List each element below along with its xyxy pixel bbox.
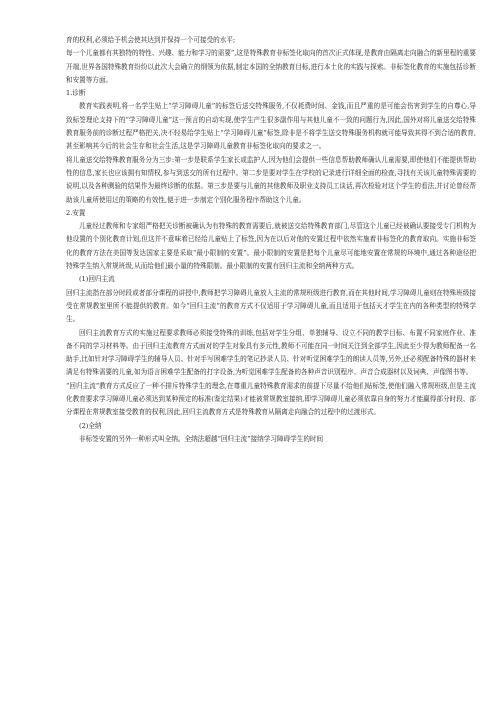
paragraph-referral-steps: 将儿童送交给特殊教育服务分为三步:第一步是联系学生家长或监护人,因为他们会提供一些信息帮助教师确认儿童需要,即使他们不能提供帮助性的信息,家长也应该拥有知情权,参与到送交的所有过程中。第二步是要对学生在学校的记录进行详细全面的检查,寻找有关该儿童特殊需要的说明,以及各种测验的结果作为最终诊断的依据。第三步是要与儿童的其他教师及职业支持员工谈话,再次检验对这个学生的看法,并讨论曾经帮助该儿童所使用过的策略的有效性,便于进一步制定个别化服务程序帮助这个儿童。	[66, 155, 476, 204]
heading-inclusion: (2)全纳	[79, 421, 102, 430]
heading-placement: 2.安置	[66, 208, 86, 217]
paragraph-mainstreaming-implementation: 回归主流教育方式的实施过程要求教师必须接受特殊的训练,包括对学生分组、单独辅导、设立不同的教学目标、布置不同家庭作业、准备不同的学习材料等。由于回归主流教育方式面对的学生对象具有多元性,教师不可能在同一时间关注到全部学生,因此至少得为教师配备一名助手,比如针对学习障碍学生的辅导人员、针对手写困难学生的笔记抄录人员、针对听觉困难学生的朗读人员等,另外,还必须配备特殊的器材来满足有特殊需要的儿童,如为语言困难学生配备的打字设备,为听觉困难学生配备的各种声音识别程序、声音合成器材以及词典、声像图书等。	[66, 328, 476, 377]
heading-diagnosis: 1.诊断	[66, 89, 86, 98]
paragraph-salamanca: 每一个儿童都有其独特的特性、兴趣、能力和学习的需要”,这是特殊教育非标签化取向的首次正式体现,是教育由隔离走向融合的新里程的重要开端,世界各国特殊教育纷纷以此次大会确立的纲领为依据,制定本国的全纳教育目标,进行本土化的实践与探索。非标签化教育的实施包括诊断和安置等方面。	[66, 49, 476, 84]
paragraph-diagnosis-practice: 教育实践表明,将一名学生贴上“学习障碍儿童”的标签后送交特殊服务,不仅耗费时间、金钱,而且严重的是可能会伤害到学生的自尊心,导致标签理论支持下的“学习障碍儿童”这一预言的自动实现,使学生产生很多副作用与其他儿童不一致的问题行为,因此,国外对将儿童送交给特殊教育服务前的诊断过程严格把关,决不轻易给学生贴上“学习障碍儿童”标签,除非是不将学生送交特殊服务机构就可能导致其得不到合适的教育,甚至影响其今后的社会生存和社会生活,这是学习障碍儿童教育非标签化取向的要求之一。	[66, 102, 476, 151]
paragraph-mainstreaming-definition: 回归主流指在部分时段或者部分课程的讲授中,教师把学习障碍儿童放入主流的常规班级进行教育,而在其他时间,学习障碍儿童则在特殊班级接受在常规教室里所不能提供的教育。如今“回归主流”的教育方式不仅适用于学习障碍儿童,而且适用于包括天才学生在内的各种类型的特殊学生。	[66, 288, 476, 324]
paragraph-mainstreaming-concept: “回归主流”教育方式反应了一种不排斥特殊学生的理念,在尊重儿童特殊教育需求的前提下尽量不给他们贴标签,使他们融入常规班级,但是主流化教育要求学习障碍儿童必须达到某种预定的标准(鉴定结果)才能被常规教室接纳,即学习障碍儿童必须依靠自身的努力才能赢得部分时段、部分课程在常规教室接受教育的权利,因此,回归主流教育方式是特殊教育从隔离走向融合的过程中的过渡形式。	[66, 381, 476, 417]
paragraph-continuation: 育的权利,必须给予机会使其达到并保持一个可接受的水平;	[66, 36, 236, 44]
paragraph-placement: 儿童经过教师和专家组严格把关诊断被确认为有特殊的教育需要后,就被送交给特殊教育部门,尽管这个儿童已经被确认要接受专门机构为他设置的个别化教育计划,但这并不意味着已经给儿童贴上了标签,因为在以后对他的安置过程中依然实施着非标签化的教育取向。实施非标签化的教育方法在美国等发达国家主要是采取“最小限制的安置”。最小限制的安置是把每个儿童尽可能地安置在常规的环境中,通过各种途径把特殊学生纳入常规班级,从而给他们最小量的特殊限制。最小限制的安置有回归主流和全纳两种方式。	[66, 222, 476, 271]
paragraph-inclusion: 非标签安置的另外一种形式叫全纳。全纳法超越“回归主流”接纳学习障碍学生的时间	[79, 434, 324, 443]
heading-mainstreaming: (1)回归主流	[79, 275, 115, 284]
